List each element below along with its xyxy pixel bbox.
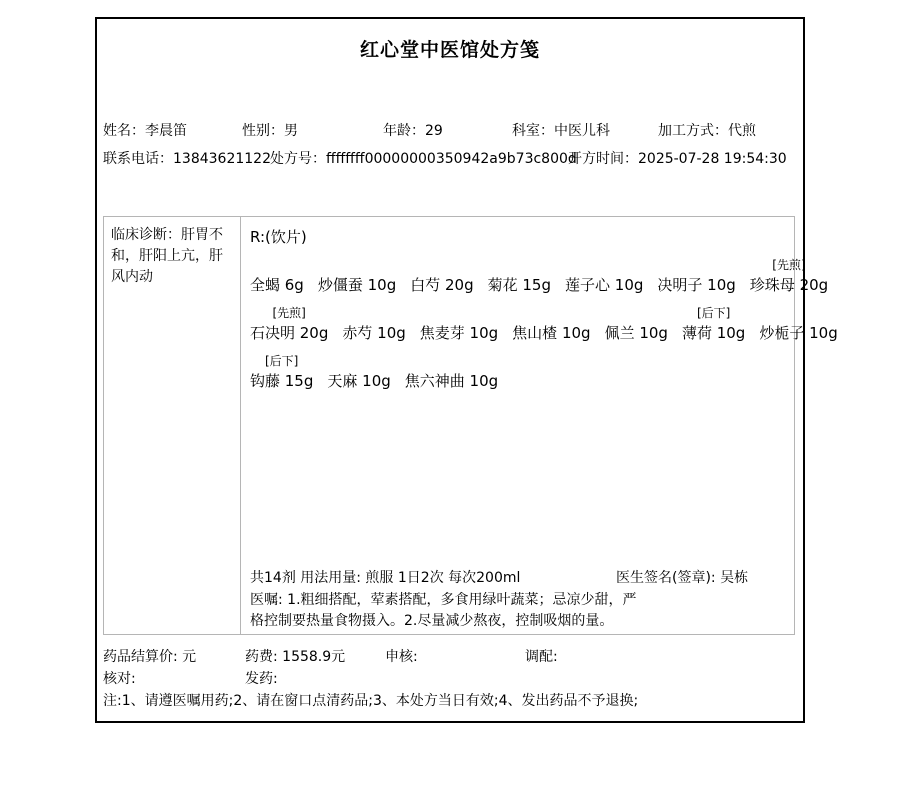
processing-method-value: 代煎	[728, 123, 756, 139]
rx-bottom-block	[250, 568, 786, 632]
herb-item	[250, 303, 328, 343]
department-label: 科室：	[512, 123, 554, 139]
rx-number-value: ffffffff00000000350942a9b73c800d	[326, 151, 577, 167]
rx-header: R:(饮片)	[250, 228, 307, 246]
herb-decoction-tag: [先煎]	[772, 258, 806, 272]
herb-name-dose: 钩藤 15g	[250, 372, 314, 390]
herb-item	[410, 255, 473, 295]
rx-number-field	[270, 150, 577, 168]
department-field	[512, 122, 610, 140]
doctor-signature-label: 医生签名(签章):	[616, 570, 716, 586]
phone-label: 联系电话：	[103, 151, 173, 167]
prepare-label: 调配:	[525, 649, 558, 665]
herb-item	[605, 303, 668, 343]
herb-name-dose: 赤芍 10g	[342, 324, 406, 342]
patient-age-value: 29	[425, 123, 443, 139]
processing-method-label: 加工方式：	[658, 123, 728, 139]
herb-decoction-tag: [后下]	[265, 354, 299, 368]
patient-name-value: 李晨笛	[145, 123, 187, 139]
doctor-signature-field	[616, 568, 748, 589]
herb-name-dose: 炒栀子 10g	[759, 324, 838, 342]
fee-label: 药费:	[245, 649, 278, 665]
patient-gender-value: 男	[284, 123, 298, 139]
herb-item	[250, 255, 304, 295]
herb-name-dose: 炒僵蚕 10g	[317, 276, 397, 294]
medical-advice: 医嘱: 1.粗细搭配，荤素搭配，多食用绿叶蔬菜；忌凉少甜，严格控制要热量食物摄入。2.尽量减少熬夜，控制吸烟的量。	[250, 592, 637, 629]
herb-decoction-tag	[250, 255, 304, 275]
herb-decoction-tag	[488, 255, 551, 275]
page-title: 红心堂中医馆处方笺	[359, 39, 540, 61]
settle-price-value: 元	[182, 649, 197, 665]
herb-decoction-tag	[318, 255, 396, 275]
herb-name-dose: 天麻 10g	[327, 372, 391, 390]
prepare-field	[525, 648, 558, 666]
herb-decoction-tag: [后下]	[696, 306, 731, 320]
review-field	[385, 648, 418, 666]
herb-item	[250, 351, 313, 391]
herb-decoction-tag	[759, 303, 837, 323]
herb-item	[565, 255, 643, 295]
herb-name-dose: 全蝎 6g	[250, 276, 304, 294]
settle-price-field	[103, 648, 196, 666]
check-field	[103, 670, 136, 688]
rx-number-label: 处方号：	[270, 151, 326, 167]
herb-decoction-tag	[327, 351, 390, 371]
review-label: 申核:	[385, 649, 418, 665]
herb-item	[750, 255, 828, 295]
herb-item	[488, 255, 551, 295]
herb-line	[250, 255, 829, 295]
herb-decoction-tag	[565, 255, 643, 275]
herb-item	[327, 351, 390, 391]
herb-decoction-tag	[605, 303, 668, 323]
herb-decoction-tag	[512, 303, 590, 323]
herb-lines	[250, 255, 838, 391]
herb-item	[512, 303, 590, 343]
patient-name-label: 姓名：	[103, 123, 145, 139]
patient-gender-field	[242, 122, 298, 140]
doctor-signature-name: 吴栋	[720, 570, 749, 586]
herb-decoction-tag	[420, 303, 498, 323]
patient-name-field	[103, 122, 187, 140]
herb-name-dose: 菊花 15g	[487, 276, 552, 294]
fee-value: 1558.9元	[282, 649, 346, 665]
department-value: 中医儿科	[554, 123, 610, 139]
herb-item	[682, 303, 745, 343]
fee-field	[245, 648, 345, 666]
diagnosis-text: 肝胃不和，肝阳上亢，肝风内动	[111, 227, 223, 285]
herb-decoction-tag	[405, 351, 498, 371]
patient-gender-label: 性别：	[242, 123, 284, 139]
herb-name-dose: 焦山楂 10g	[512, 324, 591, 342]
phone-value: 13843621122	[173, 151, 271, 167]
footer-note: 注:1、请遵医嘱用药;2、请在窗口点清药品;3、本处方当日有效;4、发出药品不予退换;	[103, 693, 639, 709]
herb-name-dose: 石决明 20g	[250, 324, 329, 342]
herb-item	[405, 351, 498, 391]
diagnosis-label: 临床诊断：	[111, 227, 181, 243]
rx-column	[242, 217, 838, 634]
herb-name-dose: 佩兰 10g	[604, 324, 668, 342]
herb-item	[318, 255, 396, 295]
processing-method-field	[658, 122, 756, 140]
clinical-diagnosis	[104, 217, 241, 634]
herb-item	[420, 303, 498, 343]
dispense-label: 发药:	[245, 671, 278, 687]
issue-time-label: 开方时间：	[568, 151, 638, 167]
herb-name-dose: 焦麦芽 10g	[419, 324, 499, 342]
herb-decoction-tag	[410, 255, 473, 275]
herb-name-dose: 珍珠母 20g	[749, 276, 829, 294]
herb-line	[250, 303, 838, 343]
settle-price-label: 药品结算价:	[103, 649, 178, 665]
patient-age-label: 年龄：	[383, 123, 425, 139]
herb-name-dose: 薄荷 10g	[681, 324, 746, 342]
dosage-summary: 共14剂 用法用量: 煎服 1日2次 每次200ml	[250, 570, 521, 586]
issue-time-value: 2025-07-28 19:54:30	[638, 151, 787, 167]
herb-line	[250, 351, 786, 391]
herb-name-dose: 焦六神曲 10g	[404, 372, 499, 390]
herb-name-dose: 白芍 20g	[410, 276, 474, 294]
prescription-box	[103, 216, 838, 635]
dosage-summary-row	[250, 568, 786, 589]
phone-field	[103, 150, 271, 168]
herb-item	[342, 303, 405, 343]
herb-item	[759, 303, 837, 343]
herb-decoction-tag: [先煎]	[272, 306, 306, 320]
herb-decoction-tag	[657, 255, 735, 275]
herb-item	[657, 255, 735, 295]
prescription-sheet	[95, 17, 838, 723]
herb-name-dose: 莲子心 10g	[565, 276, 644, 294]
issue-time-field	[568, 150, 787, 168]
herb-name-dose: 决明子 10g	[657, 276, 736, 294]
check-label: 核对:	[103, 671, 136, 687]
dispense-field	[245, 670, 278, 688]
patient-age-field	[383, 122, 443, 140]
herb-decoction-tag	[342, 303, 405, 323]
